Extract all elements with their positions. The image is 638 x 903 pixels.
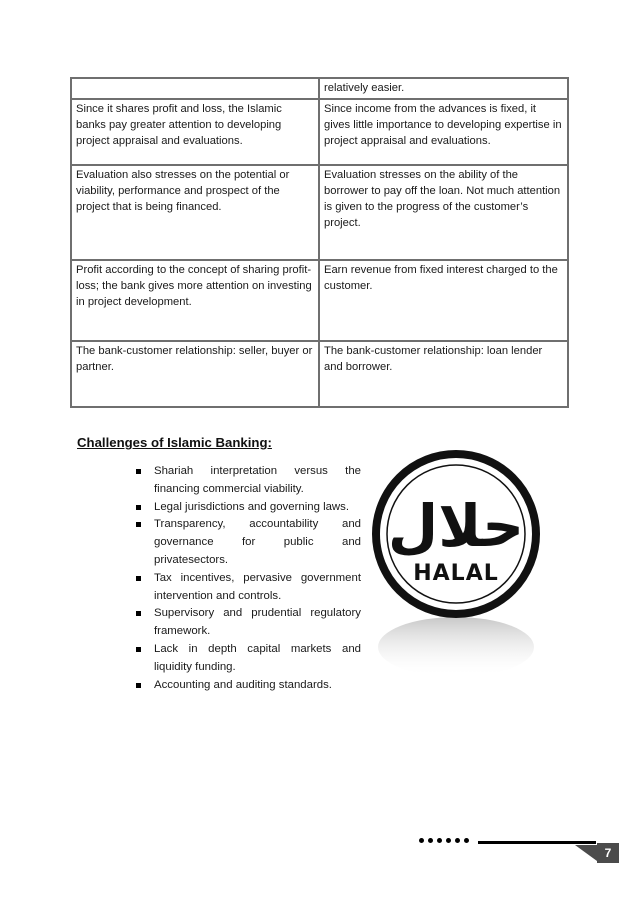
square-bullet-icon [136,683,141,688]
table-cell-left [71,78,319,99]
table-row [71,341,568,407]
list-item: Supervisory and prudential regulatory framework. [136,605,361,641]
dot-icon [464,838,469,843]
dot-icon [419,838,424,843]
table-cell-left: Evaluation also stresses on the potential or viability, performance and prospect of the project that is being financed. [71,165,319,260]
table-row [71,99,568,165]
list-item: Transparency, accountability and governance for public and privatesectors. [136,516,361,569]
square-bullet-icon [136,469,141,474]
dot-icon [446,838,451,843]
comparison-table [70,77,569,408]
logo-reflection [378,617,534,672]
logo-latin-text: HALAL [413,561,499,586]
square-bullet-icon [136,522,141,527]
halal-logo [372,442,540,672]
table-cell-left: Since it shares profit and loss, the Islamic banks pay greater attention to developing project appraisal and evaluations. [71,99,319,165]
list-item: Shariah interpretation versus the financing commercial viability. [136,463,361,499]
square-bullet-icon [136,505,141,510]
page-number: 7 [597,843,619,863]
square-bullet-icon [136,647,141,652]
dot-icon [437,838,442,843]
list-item: Legal jurisdictions and governing laws. [136,499,361,517]
dot-icon [428,838,433,843]
table-row [71,260,568,341]
halal-logo-graphic [372,442,540,672]
table-cell-right: Earn revenue from fixed interest charged to the customer. [319,260,568,341]
table-row [71,165,568,260]
list-item: Accounting and auditing standards. [136,677,361,695]
footer-dots [419,838,479,846]
footer-rule [478,841,596,844]
logo-arabic-text: حلال [387,492,525,560]
challenges-list [136,463,361,694]
dot-icon [455,838,460,843]
list-item: Lack in depth capital markets and liquidity funding. [136,641,361,677]
table-cell-right: The bank-customer relationship: loan lender and borrower. [319,341,568,407]
table-cell-right: relatively easier. [319,78,568,99]
table-cell-right: Since income from the advances is fixed, it gives little importance to developing expertise in project appraisal and evaluations. [319,99,568,165]
square-bullet-icon [136,611,141,616]
table-row [71,78,568,99]
challenges-heading: Challenges of Islamic Banking: [77,435,272,450]
table-cell-right: Evaluation stresses on the ability of the borrower to pay off the loan. Not much attention is given to the progress of the customer’s project. [319,165,568,260]
page-corner-triangle-icon [575,845,597,861]
list-item: Tax incentives, pervasive government intervention and controls. [136,570,361,606]
table-cell-left: The bank-customer relationship: seller, buyer or partner. [71,341,319,407]
square-bullet-icon [136,576,141,581]
table-cell-left: Profit according to the concept of sharing profit-loss; the bank gives more attention on investing in project development. [71,260,319,341]
